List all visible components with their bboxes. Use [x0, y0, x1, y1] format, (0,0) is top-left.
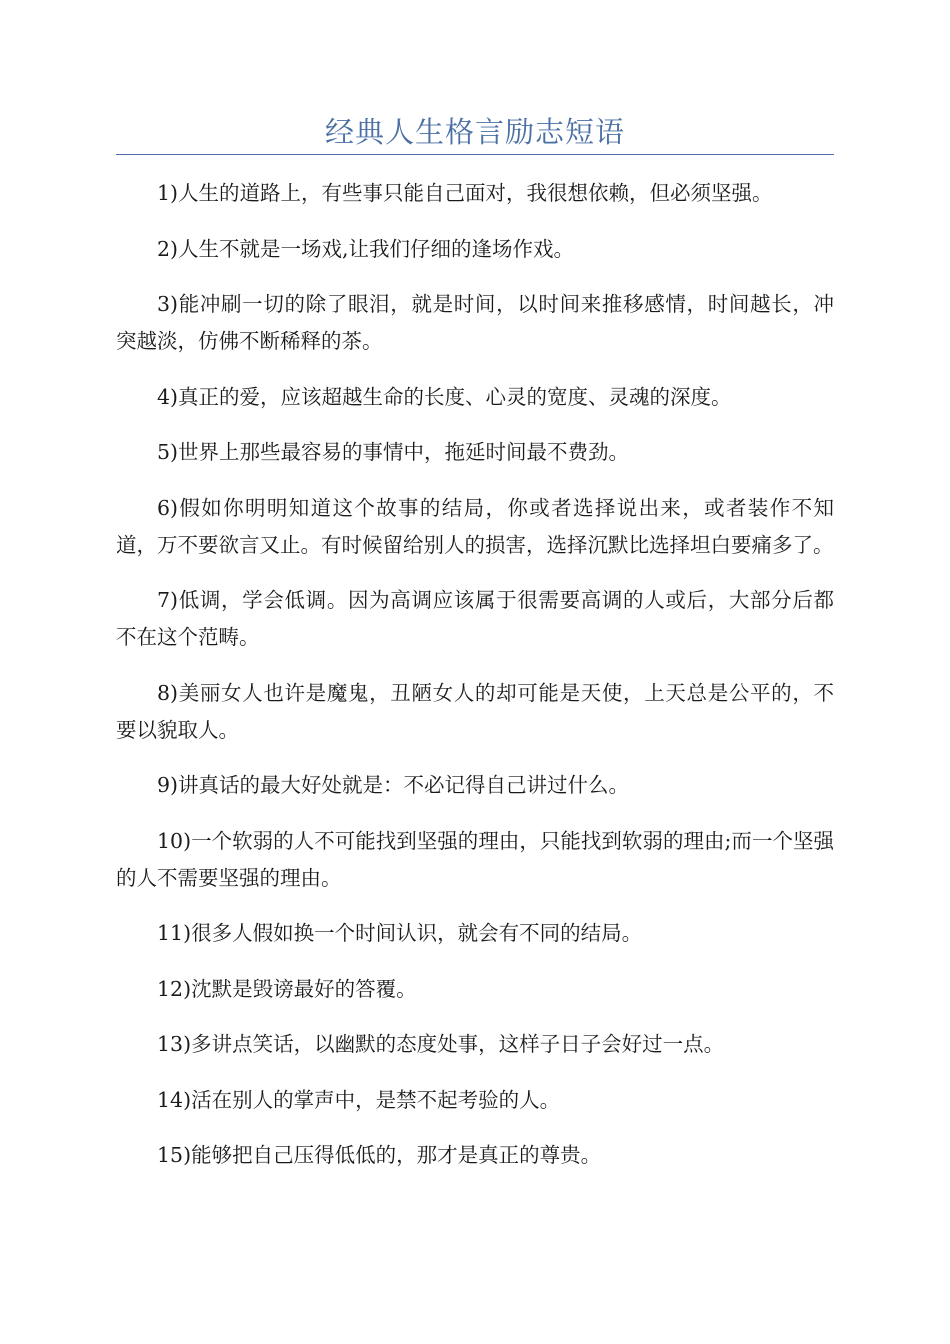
quote-paragraph-9: 9)讲真话的最大好处就是：不必记得自己讲过什么。 [157, 773, 630, 797]
quote-paragraph-8: 8)美丽女人也许是魔鬼，丑陋女人的却可能是天使，上天总是公平的，不要以貌取人。 [116, 680, 834, 742]
document-body [116, 175, 834, 1193]
quote-paragraph-5: 5)世界上那些最容易的事情中，拖延时间最不费劲。 [157, 440, 630, 464]
quote-paragraph-6: 6)假如你明明知道这个故事的结局，你或者选择说出来，或者装作不知道，万不要欲言又止。有时候留给别人的损害，选择沉默比选择坦白要痛多了。 [116, 495, 834, 557]
quote-paragraph-11: 11)很多人假如换一个时间认识，就会有不同的结局。 [157, 921, 643, 945]
quote-paragraph-12: 12)沈默是毁谤最好的答覆。 [157, 976, 417, 1001]
quote-paragraph-10: 10)一个软弱的人不可能找到坚强的理由，只能找到软弱的理由;而一个坚强的人不需要坚强的理由。 [116, 828, 834, 890]
quote-paragraph-1: 1)人生的道路上，有些事只能自己面对，我很想依赖，但必须坚强。 [157, 181, 773, 205]
page-title: 经典人生格言励志短语 [324, 115, 625, 149]
quote-paragraph-2: 2)人生不就是一场戏,让我们仔细的逢场作戏。 [157, 236, 575, 261]
quote-paragraph-13: 13)多讲点笑话，以幽默的态度处事，这样子日子会好过一点。 [157, 1032, 725, 1056]
quote-paragraph-7: 7)低调，学会低调。因为高调应该属于很需要高调的人或后，大部分后都不在这个范畴。 [116, 588, 834, 649]
quote-paragraph-14: 14)活在别人的掌声中，是禁不起考验的人。 [157, 1087, 561, 1112]
title-underline [116, 154, 834, 155]
quote-paragraph-15: 15)能够把自己压得低低的，那才是真正的尊贵。 [157, 1143, 602, 1167]
quote-paragraph-4: 4)真正的爱，应该超越生命的长度、心灵的宽度、灵魂的深度。 [157, 384, 732, 409]
quote-paragraph-3: 3)能冲刷一切的除了眼泪，就是时间，以时间来推移感情，时间越长，冲突越淡，仿佛不断稀释的茶。 [116, 292, 834, 353]
